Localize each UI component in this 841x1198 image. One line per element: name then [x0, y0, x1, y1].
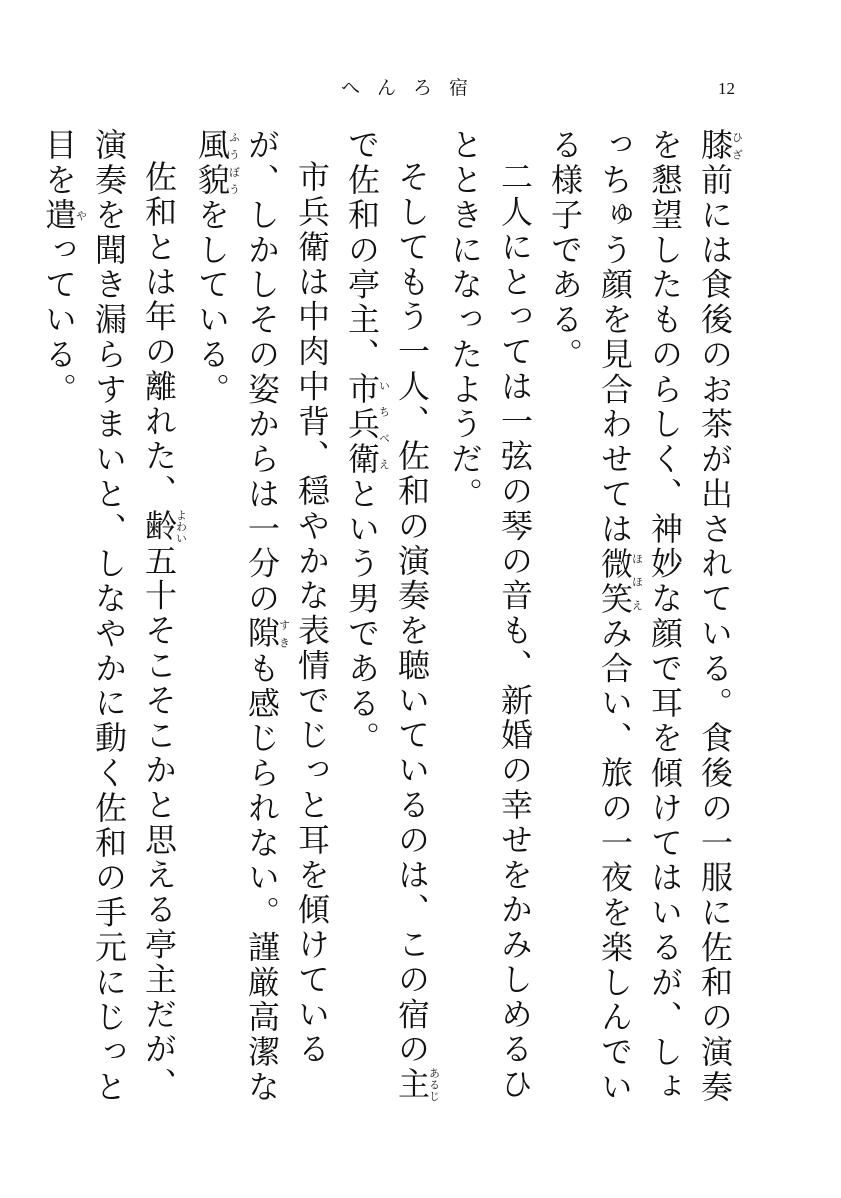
ruby-aruji: 主あるじ — [393, 1066, 441, 1102]
paragraph-5: 佐和とは年の離れた、齢よわい五十そこそこかと思える亭主だが、演奏を聞き漏らすまいと、しなやかに動く佐和の手元にじっと目を遣やっている。 — [40, 128, 188, 1105]
page-header — [0, 76, 841, 106]
ruby-ichibee: 市兵衛いちべえ — [343, 372, 391, 477]
ruby-hohoe: 微笑ほほえ — [596, 546, 644, 617]
page-number: 12 — [718, 79, 735, 98]
ruby-hiza: 膝ひざ — [696, 128, 744, 163]
running-title: へんろ宿 — [341, 77, 486, 99]
paragraph-1: 膝ひざ前には食後のお茶が出されている。食後の一服に佐和の演奏を懇望したものらしく、神妙な顔で耳を傾けてはいるが、しょっちゅう顔を見合わせては微笑ほほえみ合い、旅の一夜を楽しんでいる様子である。 — [546, 128, 744, 1105]
ruby-suki: 隙すき — [243, 616, 291, 652]
paragraph-2: 二人にとっては一弦の琴の音も、新婚の幸せをかみしめるひとときになったようだ。 — [446, 128, 534, 1102]
ruby-fubou: 風貌ふうぼう — [193, 128, 241, 198]
paragraph-3: そしてもう一人、佐和の演奏を聴いているのは、この宿の主あるじで佐和の亭主、市兵衛いちべえという男である。 — [343, 128, 441, 1102]
vertical-text-body — [40, 128, 744, 1128]
ruby-ya: 遣や — [40, 197, 88, 233]
paragraph-4: 市兵衛は中肉中背、穏やかな表情でじっと耳を傾けているが、しかしその姿からは一分の隙すきも感じられない。謹厳高潔な風貌ふうぼうをしている。 — [193, 128, 331, 1105]
ruby-yowai: 齢よわい — [140, 508, 188, 544]
